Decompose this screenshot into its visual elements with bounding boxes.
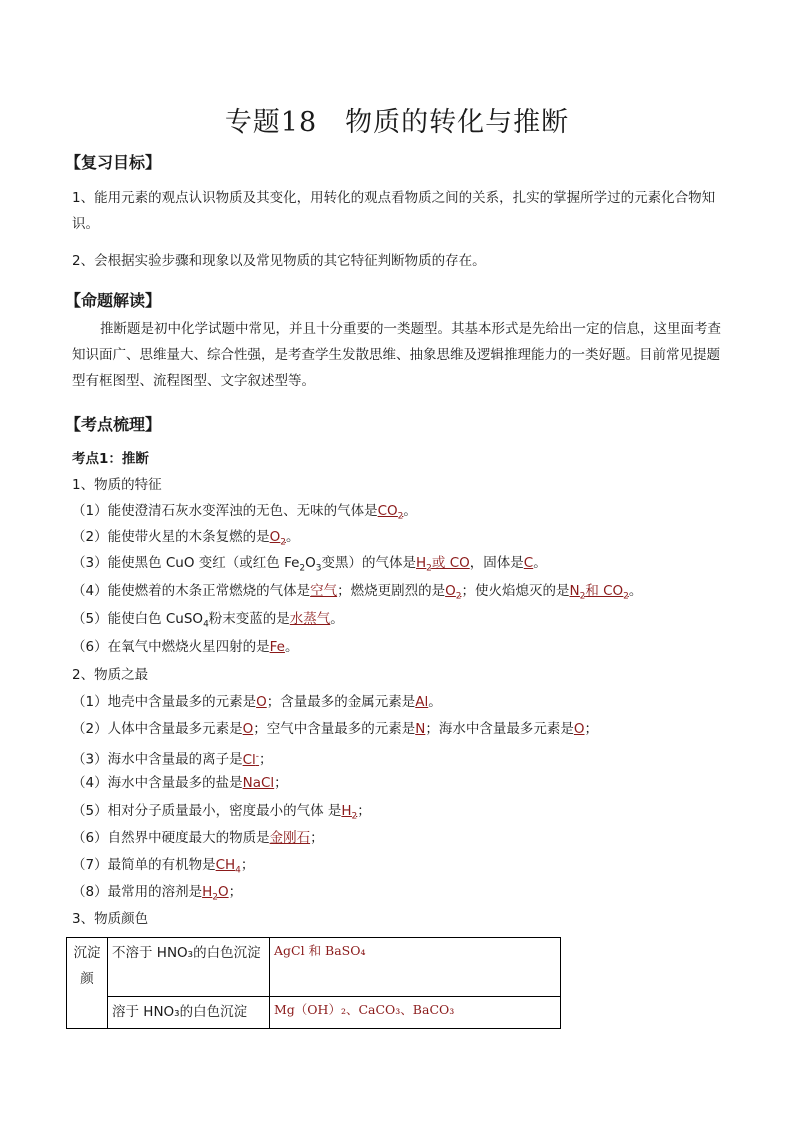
most-line-3: （3）海水中含量最的离子是Cl-； [72, 751, 273, 768]
most-line-2: （2）人体中含量最多元素是O；空气中含量最多的元素是N；海水中含量最多元素是O； [72, 721, 598, 737]
table-cell: AgCl 和 BaSO₄ [270, 938, 561, 997]
most-line-4: （4）海水中含量最多的盐是NaCl； [72, 775, 288, 791]
page-title: 专题18 物质的转化与推断 [224, 107, 570, 138]
review-item-1: 1、能用元素的观点认识物质及其变化，用转化的观点看物质之间的关系，扎实的掌握所学过的元素化合物知识。 [72, 190, 716, 232]
kaodian-heading: 考点1：推断 [72, 451, 149, 467]
review-item-2: 2、会根据实验步骤和现象以及常见物质的其它特征判断物质的存在。 [72, 253, 486, 269]
most-line-5: （5）相对分子质量最小，密度最小的气体 是$H_2$； [72, 803, 371, 822]
section-points-heading: 【考点梳理】 [65, 415, 162, 434]
table-cell: 溶于 HNO₃的白色沉淀 [108, 997, 270, 1029]
table-row [67, 997, 561, 1029]
most-line-1: （1）地壳中含量最多的元素是O；含量最多的金属元素是Al。 [72, 694, 442, 710]
table-cell: 不溶于 HNO₃的白色沉淀 [108, 938, 270, 997]
feature-line-6: （6）在氧气中燃烧火星四射的是Fe。 [72, 639, 299, 655]
sub-heading-colors: 3、物质颜色 [72, 911, 149, 927]
most-line-6: （6）自然界中硬度最大的物质是金刚石； [72, 830, 324, 846]
table-cell: Mg（OH）₂、CaCO₃、BaCO₃ [270, 997, 561, 1029]
interpret-paragraph: 推断题是初中化学试题中常见，并且十分重要的一类题型。其基本形式是先给出一定的信息，这里面考查知识面广、思维量大、综合性强，是考查学生发散思维、抽象思维及逻辑推理能力的一类好题。目前常见提题型有框图型、流程图型、文字叙述型等。 [72, 321, 721, 389]
table-row [67, 938, 561, 997]
table-row-header: 沉淀颜 [67, 938, 108, 1029]
sub-heading-features: 1、物质的特征 [72, 477, 162, 493]
section-interpret-heading: 【命题解读】 [65, 291, 162, 310]
feature-line-2: （2）能使带火星的木条复燃的是$O_2$。 [72, 529, 300, 548]
most-line-8: （8）最常用的溶剂是$H_2O$； [72, 884, 243, 903]
sub-heading-mosts: 2、物质之最 [72, 667, 149, 683]
precipitate-color-table [66, 937, 561, 1029]
feature-line-4: （4）能使燃着的木条正常燃烧的气体是空气；燃烧更剧烈的是$O_2$；使火焰熄灭的是$N_2$和 $CO_2$。 [72, 583, 643, 602]
feature-line-3: （3）能使黑色 CuO 变红（或红色 $Fe_2O_3$变黑）的气体是$H_2$或 CO，固体是C。 [72, 555, 547, 574]
feature-line-5: （5）能使白色 CuSO$_4$粉末变蓝的是水蒸气。 [72, 611, 344, 630]
section-review-heading: 【复习目标】 [65, 153, 162, 172]
most-line-7: （7）最简单的有机物是$CH_4$； [72, 857, 255, 876]
feature-line-1: （1）能使澄清石灰水变浑浊的无色、无味的气体是$CO_2$。 [72, 503, 417, 522]
